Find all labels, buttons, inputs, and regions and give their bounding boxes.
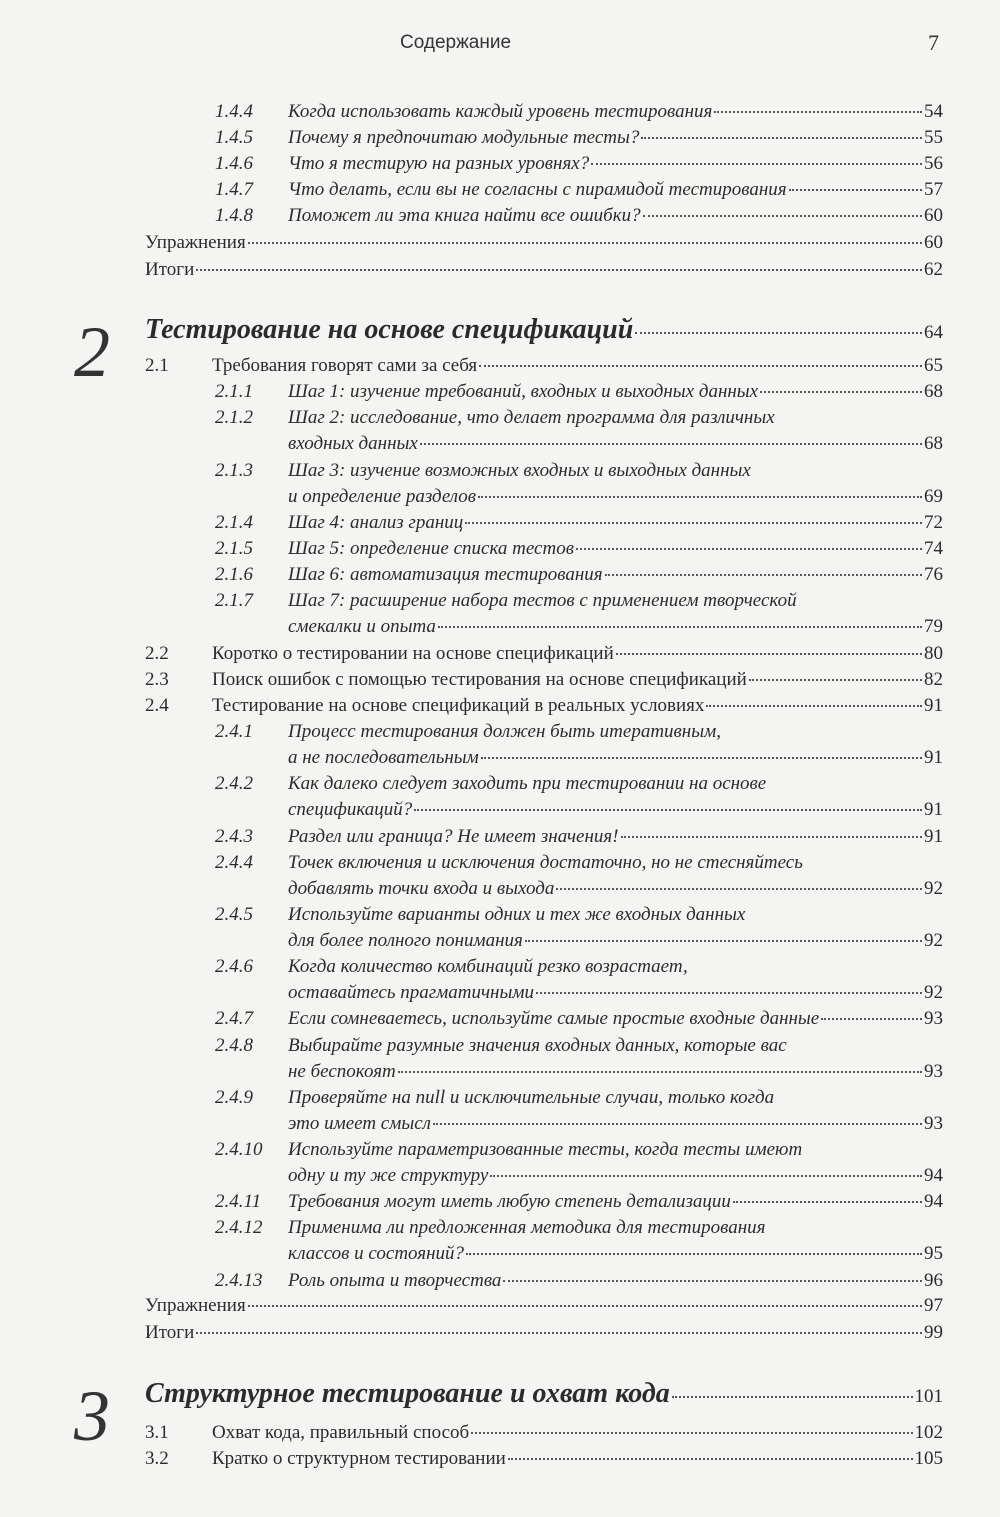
- dot-leader: [536, 992, 922, 994]
- dot-leader: [481, 757, 922, 759]
- toc-page: 91: [924, 747, 943, 769]
- toc-number: 2.4.4: [215, 851, 253, 873]
- dot-leader: [196, 1332, 922, 1334]
- toc-title: Что делать, если вы не согласны с пирамидой тестирования: [288, 179, 787, 200]
- toc-entry-continuation[interactable]: [288, 485, 943, 509]
- toc-title: Проверяйте на null и исключительные случаи, только когда: [288, 1086, 775, 1108]
- toc-number: 3.1: [145, 1422, 169, 1443]
- dot-leader: [605, 574, 922, 576]
- toc-page: 68: [924, 433, 943, 455]
- toc-title: Как далеко следует заходить при тестировании на основе: [288, 773, 767, 795]
- chapter-title-text: Структурное тестирование и охват кода: [145, 1378, 670, 1409]
- toc-entry-first-line[interactable]: [215, 1138, 803, 1162]
- toc-number: 2.1: [145, 355, 169, 376]
- toc-entry-continuation[interactable]: [288, 1242, 943, 1266]
- toc-page: 76: [924, 564, 943, 586]
- dot-leader: [714, 111, 922, 113]
- toc-title: Шаг 3: изучение возможных входных и выходных данных: [288, 459, 751, 481]
- toc-page: 60: [924, 232, 943, 253]
- chapter-title-text: Тестирование на основе спецификаций: [145, 314, 634, 345]
- toc-entry[interactable]: [215, 126, 943, 150]
- dot-leader: [398, 1071, 922, 1073]
- toc-title-continuation: добавлять точки входа и выхода: [288, 877, 555, 899]
- dot-leader: [479, 365, 922, 367]
- toc-title: Роль опыта и творчества: [288, 1269, 502, 1291]
- toc-title-continuation: для более полного понимания: [288, 930, 523, 951]
- toc-entry[interactable]: [215, 100, 943, 124]
- toc-page: 72: [924, 511, 943, 533]
- toc-entry-summary[interactable]: [145, 258, 943, 282]
- toc-page: 80: [924, 642, 943, 664]
- toc-number: 1.4.8: [215, 205, 253, 226]
- toc-title: Процесс тестирования должен быть итеративным,: [288, 721, 721, 743]
- dot-leader: [471, 1432, 912, 1434]
- toc-title: Шаг 2: исследование, что делает программа для различных: [288, 407, 775, 429]
- chapter-title[interactable]: [145, 314, 943, 346]
- dot-leader: [641, 137, 922, 139]
- page-header: [0, 32, 1000, 60]
- dot-leader: [490, 1175, 922, 1177]
- toc-title: Шаг 7: расширение набора тестов с применением творческой: [288, 590, 797, 612]
- toc-page: 105: [914, 1448, 943, 1469]
- dot-leader: [525, 940, 922, 942]
- toc-number: 2.1.4: [215, 511, 253, 533]
- toc-number: 2.1.5: [215, 538, 253, 559]
- toc-number: 2.1.1: [215, 381, 253, 403]
- toc-title: Раздел или граница? Не имеет значения!: [288, 825, 619, 847]
- toc-page: 101: [914, 1386, 943, 1407]
- toc-page: 93: [924, 1008, 943, 1030]
- dot-leader: [433, 1123, 922, 1125]
- toc-entry-continuation[interactable]: [288, 877, 943, 901]
- toc-page: 91: [924, 799, 943, 821]
- toc-title: Итоги: [145, 1322, 195, 1343]
- toc-title: Когда количество комбинаций резко возрастает,: [288, 956, 688, 978]
- toc-page: 91: [924, 695, 943, 716]
- toc-title: Требования могут иметь любую степень детализации: [288, 1191, 731, 1213]
- toc-entry[interactable]: [145, 642, 943, 666]
- toc-title: Используйте варианты одних и тех же входных данных: [288, 904, 746, 925]
- toc-title: Если сомневаетесь, используйте самые простые входные данные: [288, 1008, 820, 1030]
- page-number: 7: [928, 30, 939, 55]
- toc-number: 2.1.2: [215, 407, 253, 429]
- toc-title: Упражнения: [145, 232, 246, 253]
- toc-title: Используйте параметризованные тесты, когда тесты имеют: [288, 1139, 803, 1160]
- toc-page: 55: [924, 127, 943, 148]
- toc-number: 1.4.5: [215, 127, 253, 148]
- toc-entry[interactable]: [145, 354, 943, 378]
- toc-page: 74: [924, 538, 943, 559]
- toc-page: 54: [924, 101, 943, 122]
- toc-title: Коротко о тестировании на основе спецификаций: [212, 642, 614, 664]
- toc-number: 2.4.13: [215, 1269, 263, 1291]
- dot-leader: [733, 1201, 922, 1203]
- toc-number: 2.4.8: [215, 1034, 253, 1056]
- toc-entry-first-line[interactable]: [215, 720, 721, 744]
- toc-entry-continuation[interactable]: [288, 798, 943, 822]
- toc-title-continuation: спецификаций?: [288, 799, 413, 821]
- toc-number: 1.4.7: [215, 179, 253, 200]
- dot-leader: [760, 391, 922, 393]
- toc-title: Поиск ошибок с помощью тестирования на основе спецификаций: [212, 668, 747, 690]
- toc-entry[interactable]: [215, 178, 943, 202]
- toc-entry[interactable]: [215, 152, 943, 176]
- toc-number: 2.4.6: [215, 956, 253, 978]
- toc-number: 2.4.2: [215, 773, 253, 795]
- toc-entry-first-line[interactable]: [215, 772, 767, 796]
- toc-number: 2.1.6: [215, 564, 253, 586]
- toc-title: Точек включения и исключения достаточно, но не стесняйтесь: [288, 851, 803, 873]
- dot-leader: [508, 1458, 913, 1460]
- toc-entry-first-line[interactable]: [215, 1034, 787, 1058]
- toc-title-continuation: а не последовательным: [288, 747, 479, 769]
- toc-page: 68: [924, 381, 943, 403]
- toc-title: Кратко о структурном тестировании: [212, 1448, 506, 1469]
- toc-entry[interactable]: [145, 694, 943, 718]
- toc-number: 2.3: [145, 668, 169, 690]
- toc-entry-continuation[interactable]: [288, 1060, 943, 1084]
- dot-leader: [616, 653, 922, 655]
- toc-title: Итоги: [145, 259, 195, 280]
- toc-page: 92: [924, 930, 943, 951]
- toc-title: Упражнения: [145, 1295, 246, 1316]
- toc-number: 1.4.4: [215, 101, 253, 122]
- toc-page: 93: [924, 1060, 943, 1082]
- toc-number: 3.2: [145, 1448, 169, 1469]
- toc-page: 93: [924, 1112, 943, 1134]
- toc-entry-continuation[interactable]: [288, 746, 943, 770]
- toc-title-continuation: классов и состояний?: [288, 1243, 465, 1265]
- toc-title: Шаг 4: анализ границ: [288, 511, 464, 533]
- toc-entry-first-line[interactable]: [215, 589, 797, 613]
- chapter-title[interactable]: [145, 1378, 943, 1410]
- dot-leader: [503, 1280, 922, 1282]
- toc-entry-exercises[interactable]: [145, 1294, 943, 1318]
- toc-entry[interactable]: [145, 1421, 943, 1445]
- toc-number: 2.2: [145, 642, 169, 664]
- toc-page: 64: [924, 322, 943, 343]
- toc-title: Выбирайте разумные значения входных данных, которые вас: [288, 1034, 787, 1056]
- toc-title: Когда использовать каждый уровень тестирования: [288, 101, 713, 122]
- toc-page: 94: [924, 1191, 943, 1213]
- dot-leader: [248, 242, 922, 244]
- dot-leader: [749, 679, 922, 681]
- toc-number: 2.1.3: [215, 459, 253, 481]
- toc-page: 92: [924, 877, 943, 899]
- toc-title: Почему я предпочитаю модульные тесты?: [288, 127, 640, 148]
- toc-page: 60: [924, 205, 943, 226]
- dot-leader: [414, 809, 922, 811]
- toc-entry-first-line[interactable]: [215, 459, 751, 483]
- dot-leader: [643, 215, 922, 217]
- dot-leader: [635, 332, 922, 334]
- toc-number: 2.4.12: [215, 1217, 263, 1239]
- toc-entry[interactable]: [215, 1007, 943, 1031]
- toc-entry[interactable]: [215, 204, 943, 228]
- toc-number: 2.4.10: [215, 1139, 263, 1160]
- toc-page: 79: [924, 616, 943, 638]
- toc-page: 91: [924, 825, 943, 847]
- toc-page: 97: [924, 1295, 943, 1316]
- toc-title-continuation: это имеет смысл: [288, 1112, 431, 1134]
- toc-entry-continuation[interactable]: [288, 1112, 943, 1136]
- toc-entry-summary[interactable]: [145, 1321, 943, 1345]
- chapter-number: 3: [74, 1376, 110, 1456]
- toc-entry[interactable]: [145, 1447, 943, 1471]
- toc-title: Поможет ли эта книга найти все ошибки?: [288, 205, 641, 226]
- toc-page: 102: [914, 1422, 943, 1443]
- dot-leader: [420, 443, 922, 445]
- chapter-number: 2: [74, 312, 110, 392]
- toc-entry-continuation[interactable]: [288, 929, 943, 953]
- toc-entry-first-line[interactable]: [215, 1216, 766, 1240]
- toc-title-continuation: смекалки и опыта: [288, 616, 436, 638]
- toc-page: 69: [924, 485, 943, 507]
- dot-leader: [438, 626, 922, 628]
- toc-page: 94: [924, 1165, 943, 1186]
- dot-leader: [465, 522, 922, 524]
- toc-page: 96: [924, 1269, 943, 1291]
- toc-title-continuation: входных данных: [288, 433, 418, 455]
- toc-page: 65: [924, 355, 943, 376]
- toc-number: 2.4.5: [215, 904, 253, 925]
- toc-entry-continuation[interactable]: [288, 981, 943, 1005]
- toc-number: 2.1.7: [215, 590, 253, 612]
- dot-leader: [576, 548, 922, 550]
- toc-number: 2.4.7: [215, 1008, 253, 1030]
- toc-title: Шаг 6: автоматизация тестирования: [288, 564, 603, 586]
- dot-leader: [248, 1305, 922, 1307]
- toc-entry-first-line[interactable]: [215, 903, 746, 927]
- toc-number: 2.4.3: [215, 825, 253, 847]
- toc-entry-first-line[interactable]: [215, 1086, 775, 1110]
- toc-page: 56: [924, 153, 943, 174]
- toc-entry-continuation[interactable]: [288, 1164, 943, 1188]
- toc-title: Применима ли предложенная методика для тестирования: [288, 1217, 766, 1239]
- toc-page: 82: [924, 668, 943, 690]
- toc-title-continuation: одну и ту же структуру: [288, 1165, 489, 1186]
- toc-entry-continuation[interactable]: [288, 432, 943, 456]
- dot-leader: [196, 269, 922, 271]
- toc-title-continuation: и определение разделов: [288, 485, 477, 507]
- toc-entry-first-line[interactable]: [215, 406, 775, 430]
- toc-entry[interactable]: [145, 668, 943, 692]
- toc-page: 95: [924, 1243, 943, 1265]
- toc-entry[interactable]: [215, 511, 943, 535]
- toc-page: 99: [924, 1322, 943, 1343]
- toc-entry-continuation[interactable]: [288, 615, 943, 639]
- dot-leader: [621, 836, 922, 838]
- toc-entry-exercises[interactable]: [145, 231, 943, 255]
- dot-leader: [478, 496, 922, 498]
- dot-leader: [556, 888, 922, 890]
- dot-leader: [591, 163, 922, 165]
- toc-entry[interactable]: [215, 1269, 943, 1293]
- toc-number: 2.4.1: [215, 721, 253, 743]
- toc-number: 1.4.6: [215, 153, 253, 174]
- toc-title: Шаг 5: определение списка тестов: [288, 538, 574, 559]
- dot-leader: [672, 1396, 913, 1398]
- toc-entry-first-line[interactable]: [215, 851, 803, 875]
- toc-title: Требования говорят сами за себя: [212, 355, 478, 376]
- dot-leader: [789, 189, 922, 191]
- dot-leader: [466, 1253, 922, 1255]
- toc-entry[interactable]: [215, 537, 943, 561]
- toc-number: 2.4: [145, 695, 169, 716]
- dot-leader: [821, 1018, 922, 1020]
- toc-title-continuation: оставайтесь прагматичными: [288, 982, 534, 1004]
- toc-title-continuation: не беспокоят: [288, 1060, 396, 1082]
- running-head: Содержание: [400, 32, 512, 53]
- toc-title: Шаг 1: изучение требований, входных и выходных данных: [288, 381, 759, 403]
- toc-entry-first-line[interactable]: [215, 955, 688, 979]
- toc-entry[interactable]: [215, 380, 943, 404]
- toc-page: 57: [924, 179, 943, 200]
- toc-entry[interactable]: [215, 1190, 943, 1214]
- toc-page: 62: [924, 259, 943, 280]
- toc-entry[interactable]: [215, 825, 943, 849]
- toc-title: Охват кода, правильный способ: [212, 1422, 470, 1443]
- dot-leader: [706, 705, 922, 707]
- toc-page: 92: [924, 982, 943, 1004]
- toc-number: 2.4.9: [215, 1086, 253, 1108]
- toc-title: Тестирование на основе спецификаций в реальных условиях: [212, 695, 705, 716]
- toc-number: 2.4.11: [215, 1191, 262, 1213]
- toc-entry[interactable]: [215, 563, 943, 587]
- toc-title: Что я тестирую на разных уровнях?: [288, 153, 590, 174]
